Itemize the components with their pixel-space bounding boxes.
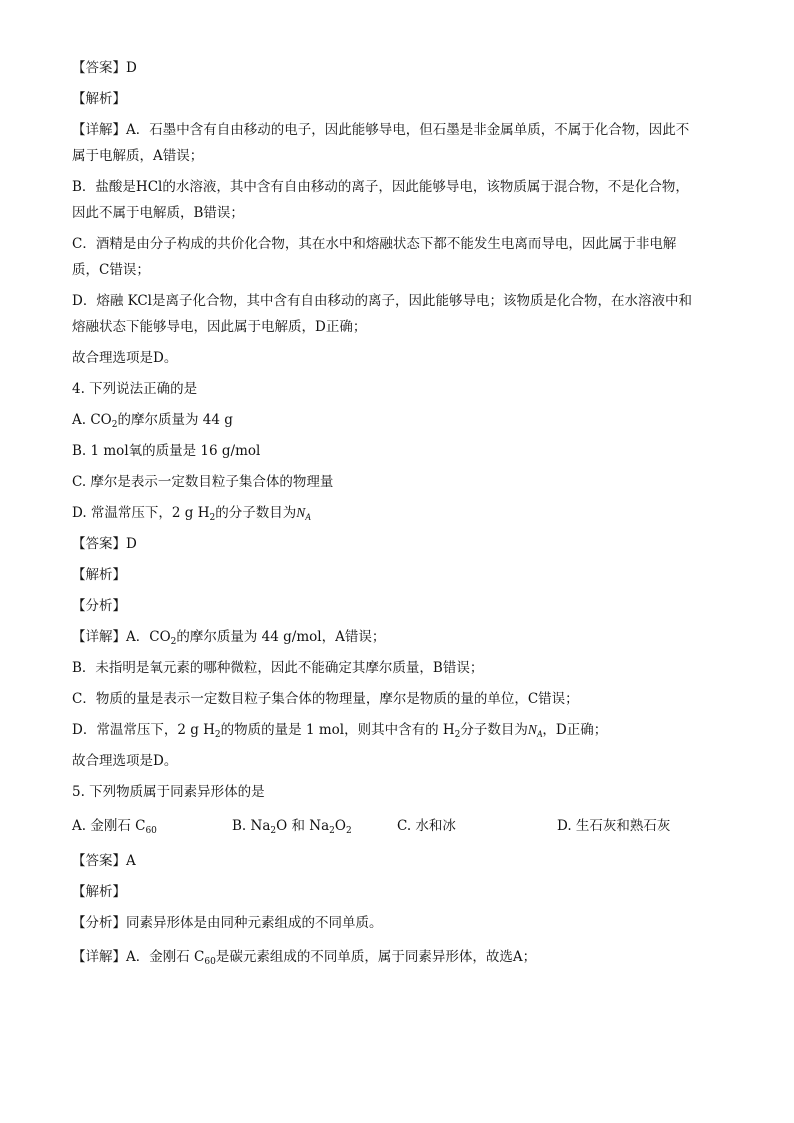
q5-options <box>72 816 732 836</box>
q5-option-c: C. 水和冰 <box>397 818 456 834</box>
q5-option-b: B. $Na_2O$ 和 $Na_2O_2$ <box>232 818 352 836</box>
q3-answer-line <box>72 58 732 78</box>
answer-value: A <box>126 853 136 869</box>
q4-detail-d: D．常温常压下，2 g $H_2$的物质的量是 1 mol，则其中含有的 $H_2$分子数目为$N_A$，D正确； <box>72 722 608 740</box>
q5-detail-a: 【详解】A．金刚石 $C_{60}$是碳元素组成的不同单质，属于同素异形体，故选A； <box>72 949 537 967</box>
q3-detail-a-line1: 【详解】A．石墨中含有自由移动的电子，因此能够导电，但石墨是非金属单质，不属于化合物，因此不 <box>72 122 690 138</box>
q5-answer-line <box>72 851 732 871</box>
q4-option-c: C. 摩尔是表示一定数目粒子集合体的物理量 <box>72 474 334 490</box>
q3-detail-d-line2: 熔融状态下能够导电，因此属于电解质，D正确； <box>72 319 367 335</box>
detail-label: 【详解】 <box>72 629 126 645</box>
q5-analysis-label: 【解析】 <box>72 884 126 900</box>
q3-detail-c-line2: 质，C错误； <box>72 262 150 278</box>
q5-stem: 5. 下列物质属于同素异形体的是 <box>72 784 265 800</box>
answer-value: D <box>126 60 137 76</box>
detail-label: 【详解】 <box>72 949 126 965</box>
q4-analysis-label: 【解析】 <box>72 567 126 583</box>
q4-option-d: D. 常温常压下，2 g $H_2$的分子数目为$N_A$ <box>72 505 311 523</box>
q5-option-d: D. 生石灰和熟石灰 <box>557 818 671 834</box>
q3-detail-b-line1: B．盐酸是HCl的水溶液，其中含有自由移动的离子，因此能够导电，该物质属于混合物，不是化合物， <box>72 179 689 195</box>
q5-fenxi: 【分析】同素异形体是由同种元素组成的不同单质。 <box>72 915 383 931</box>
q3-detail-a-line2: 属于电解质，A错误； <box>72 148 204 164</box>
answer-label: 【答案】 <box>72 853 126 869</box>
q4-fenxi-label: 【分析】 <box>72 598 126 614</box>
q4-detail-b: B．未指明是氧元素的哪种微粒，因此不能确定其摩尔质量，B错误； <box>72 660 484 676</box>
q3-detail-b-line2: 因此不属于电解质，B错误； <box>72 205 244 221</box>
q3-analysis-label: 【解析】 <box>72 91 126 107</box>
q4-option-a: A. $CO_2$的摩尔质量为 44 g <box>72 412 233 430</box>
q5-option-a: A. 金刚石 $C_{60}$ <box>72 818 157 836</box>
q4-answer-line <box>72 534 732 554</box>
q4-detail-c: C．物质的量是表示一定数目粒子集合体的物理量，摩尔是物质的量的单位，C错误； <box>72 691 579 707</box>
q3-detail-c-line1: C．酒精是由分子构成的共价化合物，其在水中和熔融状态下都不能发生电离而导电，因此属于非电解 <box>72 236 677 252</box>
q3-detail-d-line1: D．熔融 KCl是离子化合物，其中含有自由移动的离子，因此能够导电；该物质是化合物，在水溶液中和 <box>72 293 692 309</box>
answer-value: D <box>126 536 137 552</box>
q4-option-b: B. 1 mol氧的质量是 16 g/mol <box>72 443 261 459</box>
answer-label: 【答案】 <box>72 60 126 76</box>
answer-label: 【答案】 <box>72 536 126 552</box>
q4-detail-a: 【详解】A．$CO_2$的摩尔质量为 44 g/mol，A错误； <box>72 629 386 647</box>
q3-conclusion: 故合理选项是D。 <box>72 350 178 366</box>
detail-label: 【详解】 <box>72 122 126 138</box>
document-page <box>72 58 732 978</box>
q4-stem: 4. 下列说法正确的是 <box>72 381 198 397</box>
fenxi-label: 【分析】 <box>72 915 126 931</box>
q4-conclusion: 故合理选项是D。 <box>72 753 178 769</box>
